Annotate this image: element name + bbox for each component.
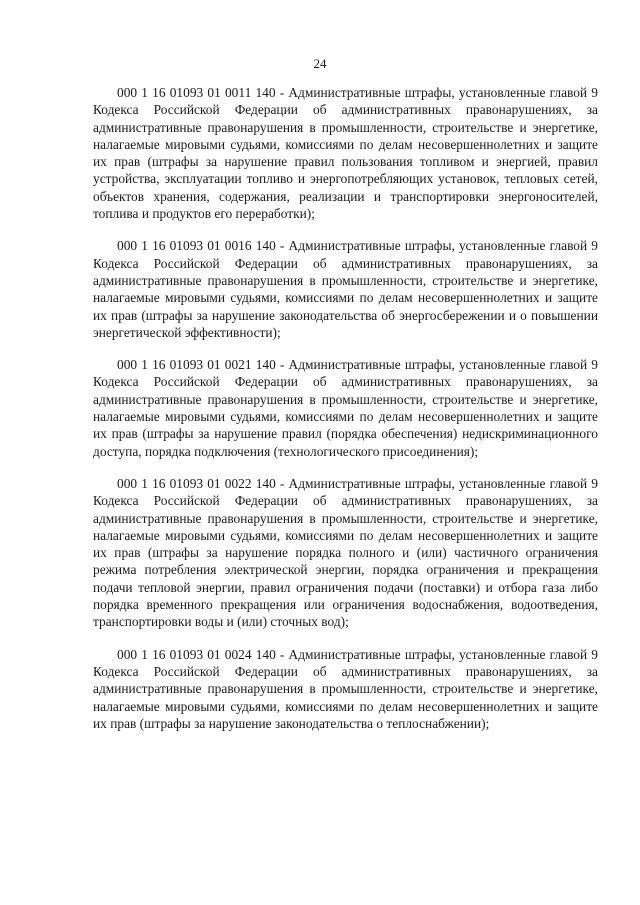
budget-code-entry: 000 1 16 01093 01 0024 140 - Административные штрафы, установленные главой 9 Кодекса Российской Федерации об административных правонарушениях, за административные правонарушения в промышленности, строительстве и энергетике, налагаемые мировыми судьями, комиссиями по делам несовершеннолетних и защите их прав (штрафы за нарушение законодательства о теплоснабжении);	[93, 646, 598, 731]
document-body	[93, 84, 598, 747]
page-number: 24	[313, 56, 327, 71]
budget-code-entry: 000 1 16 01093 01 0022 140 - Административные штрафы, установленные главой 9 Кодекса Российской Федерации об административных правонарушениях, за административные правонарушения в промышленности, строительстве и энергетике, налагаемые мировыми судьями, комиссиями по делам несовершеннолетних и защите их прав (штрафы за нарушение порядка полного и (или) частичного ограничения режима потребления электрической энергии, порядка ограничения и прекращения подачи тепловой энергии, правил ограничения подачи (поставки) и отбора газа либо порядка временного прекращения или ограничения водоснабжения, водоотведения, транспортировки воды и (или) сточных вод);	[93, 475, 598, 630]
budget-code-entry: 000 1 16 01093 01 0011 140 - Административные штрафы, установленные главой 9 Кодекса Российской Федерации об административных правонарушениях, за административные правонарушения в промышленности, строительстве и энергетике, налагаемые мировыми судьями, комиссиями по делам несовершеннолетних и защите их прав (штрафы за нарушение правил пользования топливом и энергией, правил устройства, эксплуатации топливо и энергопотребляющих установок, тепловых сетей, объектов хранения, содержания, реализации и транспортировки энергоносителей, топлива и продуктов его переработки);	[93, 85, 598, 222]
budget-code-entry: 000 1 16 01093 01 0016 140 - Административные штрафы, установленные главой 9 Кодекса Российской Федерации об административных правонарушениях, за административные правонарушения в промышленности, строительстве и энергетике, налагаемые мировыми судьями, комиссиями по делам несовершеннолетних и защите их прав (штрафы за нарушение законодательства об энергосбережении и о повышении энергетической эффективности);	[93, 238, 598, 340]
budget-code-entry: 000 1 16 01093 01 0021 140 - Административные штрафы, установленные главой 9 Кодекса Российской Федерации об административных правонарушениях, за административные правонарушения в промышленности, строительстве и энергетике, налагаемые мировыми судьями, комиссиями по делам несовершеннолетних и защите их прав (штрафы за нарушение правил (порядка обеспечения) недискриминационного доступа, порядка подключения (технологического присоединения);	[93, 357, 598, 459]
